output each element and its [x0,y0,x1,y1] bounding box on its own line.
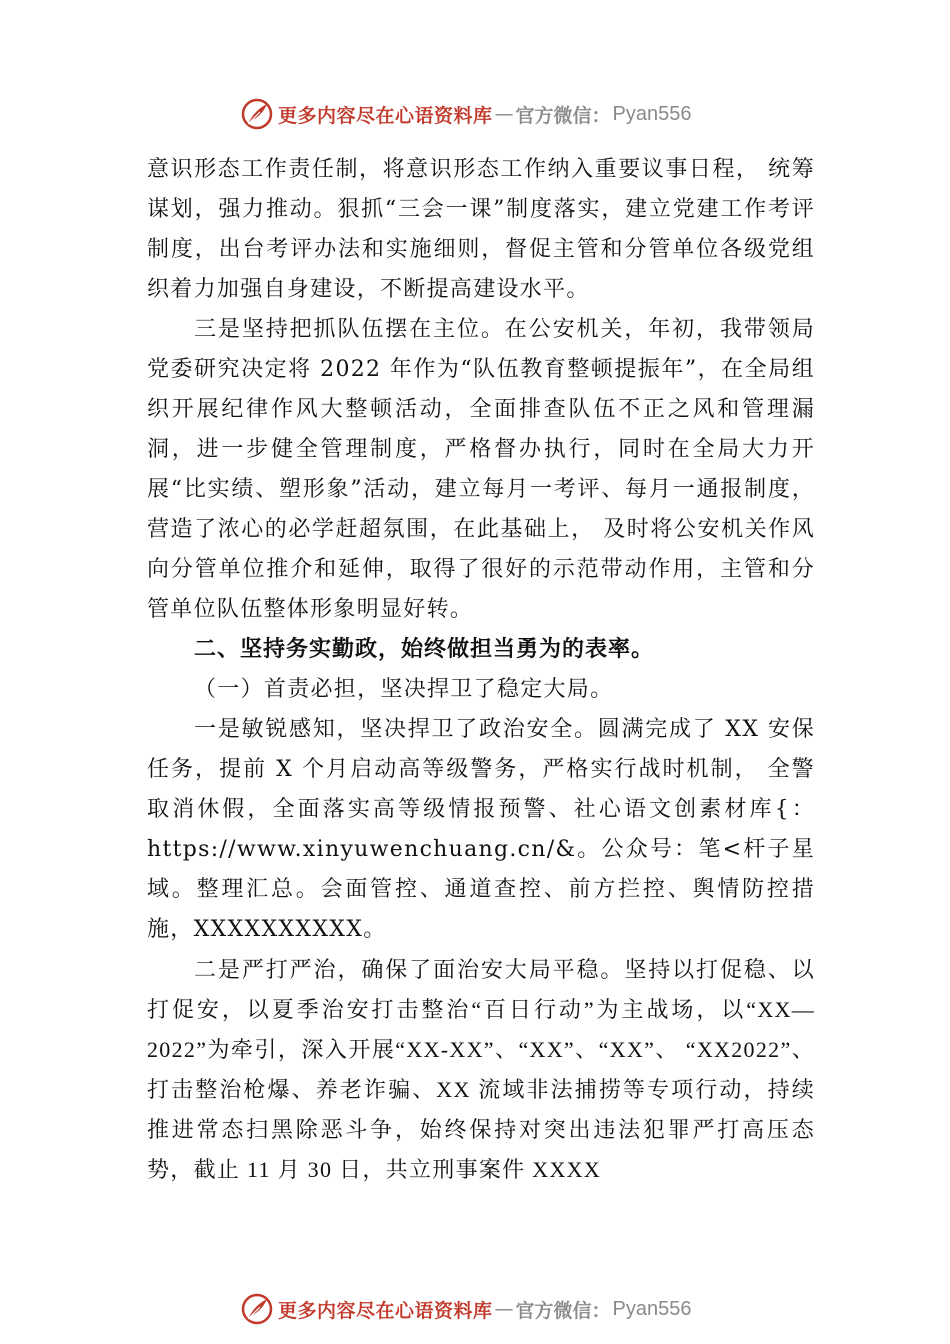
header-banner [240,96,692,132]
banner-wechat-label: 官方微信： [515,1299,611,1322]
paragraph-3: 一是敏锐感知，坚决捍卫了政治安全。圆满完成了 XX 安保任务，提前 X 个月启动高等级警务，严格实行战时机制， 全警取消休假，全面落实高等级情报预警、社心语文创素材库{：https://www.xinyuwenchuang.cn/&。公众号：笔<杆子星域。整理汇总。会面管控、通道查控、前方拦控、舆情防控措施，XXXXXXXXXX。 [147,717,815,942]
banner-wechat-id: Pyan556 [612,1297,692,1320]
document-body [147,150,815,1190]
paragraph-4: 二是严打严治，确保了面治安大局平稳。坚持以打促稳、以打促安，以夏季治安打击整治“百日行动”为主战场，以“XX—2022”为牵引，深入开展“XX-XX”、“XX”、“XX”、 “XX2022”、打击整治枪爆、养老诈骗、XX 流域非法捕捞等专项行动，持续推进常态扫黑除恶斗争，始终保持对突出违法犯罪严打高压态势，截止 11 月 30 日，共立刑事案件 XXXX [147,957,815,1182]
feather-logo-icon [240,97,274,131]
section-heading: 二、坚持务实勤政，始终做担当勇为的表率。 [194,637,655,662]
feather-logo-icon [240,1292,274,1326]
banner-title: 更多内容尽在心语资料库 [278,104,493,127]
banner-separator: — [494,1298,514,1320]
subsection-heading: （一）首责必担，坚决捍卫了稳定大局。 [194,677,614,702]
banner-separator: — [494,103,514,125]
footer-banner [240,1291,692,1327]
paragraph-1: 意识形态工作责任制，将意识形态工作纳入重要议事日程， 统筹谋划，强力推动。狠抓“三会一课”制度落实，建立党建工作考评制度，出台考评办法和实施细则，督促主管和分管单位各级党组织着力加强自身建设，不断提高建设水平。 [147,157,815,302]
banner-wechat-label: 官方微信： [515,104,611,127]
paragraph-2: 三是坚持把抓队伍摆在主位。在公安机关，年初，我带领局党委研究决定将 2022 年作为“队伍教育整顿提振年”，在全局组织开展纪律作风大整顿活动，全面排查队伍不正之风和管理漏洞，进一步健全管理制度，严格督办执行，同时在全局大力开展“比实绩、塑形象”活动，建立每月一考评、每月一通报制度，营造了浓心的必学赶超氛围，在此基础上， 及时将公安机关作风向分管单位推介和延伸，取得了很好的示范带动作用，主管和分管单位队伍整体形象明显好转。 [147,317,815,622]
banner-title: 更多内容尽在心语资料库 [278,1299,493,1322]
banner-wechat-id: Pyan556 [612,102,692,125]
